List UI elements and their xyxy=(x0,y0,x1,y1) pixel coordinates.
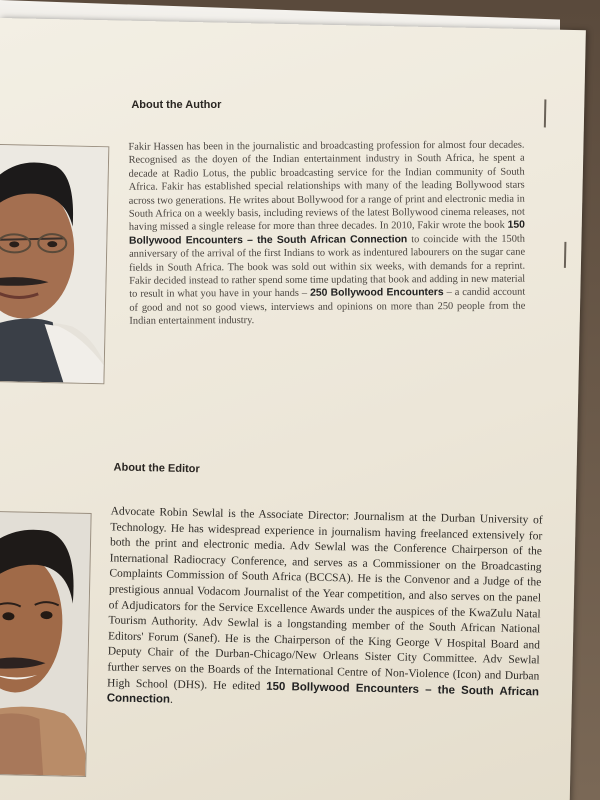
editor-section-title: About the Editor xyxy=(113,461,200,476)
book-title-text: 150 Bollywood Encounters – the South African Connection xyxy=(128,220,525,247)
author-section-title: About the Author xyxy=(131,98,222,111)
author-biography xyxy=(128,139,525,329)
page-edge-mark xyxy=(544,99,547,127)
book-title-text: 150 Bollywood Encounters – the South African Connection xyxy=(106,680,540,706)
page-edge-mark xyxy=(564,242,567,268)
book-title-text: 250 Bollywood Encounters xyxy=(310,287,444,300)
editor-biography xyxy=(107,504,543,716)
biography-text-run: – a candid account of good and not so good views, interviews and opinions on more than 250 people from the Indian entertainment industry. xyxy=(129,287,526,327)
biography-text-run: Advocate Robin Sewlal is the Associate Director: Journalism at the Durban University of Technology. He has widespread experience in journalism having freelanced extensively for both the print and electronic media. Adv Sewlal was the Conference Chairperson of the International Radiocracy Conference, and serves as a Commissioner on the Broadcasting Complaints Commission of South Africa (BCCSA). He is the Convenor and a Judge of the prestigious annual Vodacom Journalist of the Year competition, and also serves on the panel of Adjudicators for the Service Excellence Awards under the auspices of the KwaZulu Natal Tourism Authority. Adv Sewlal is a longstanding member of the South African National Editors' Forum (Sanef). He is the Chairperson of the King George V Hospital Board and Deputy Chair of the Durban-Chicago/New Orleans Sister City Committee. Adv Sewlal further serves on the Boards of the International Centre of Non-Violence (Icon) and Durban High School (DHS). He edited xyxy=(106,505,543,693)
biography-text-run: . xyxy=(169,693,174,706)
editor-portrait-photo xyxy=(0,511,92,777)
biography-text-run: Fakir Hassen has been in the journalistic and broadcasting profession for almost four decades. Recognised as the doyen of the Indian entertainment industry in South Africa, he spent a decade at Radio Lotus, the public broadcasting service for the Indian community of South Africa. Fakir has established special relationships with many of the leading Bollywood stars across two generations. He writes about Bollywood for a range of print and electronic media in South Africa on a weekly basis, including reviews of the latest Bollywood cinema releases, not having missed a single release for more than three decades. In 2010, Fakir wrote the book xyxy=(128,139,525,234)
author-portrait-icon xyxy=(0,145,108,383)
editor-portrait-icon xyxy=(0,512,91,776)
book-page xyxy=(0,18,586,800)
author-portrait-photo xyxy=(0,144,109,384)
biography-text-run: to coincide with the 150th anniversary of the arrival of the first Indians to work as indentured labourers on the sugar cane fields in South Africa. The book was sold out within six weeks, with demands for a reprint. Fakir decided instead to rather spend some time updating that book and adding in new material to result in what you have in your hands – xyxy=(129,233,526,301)
